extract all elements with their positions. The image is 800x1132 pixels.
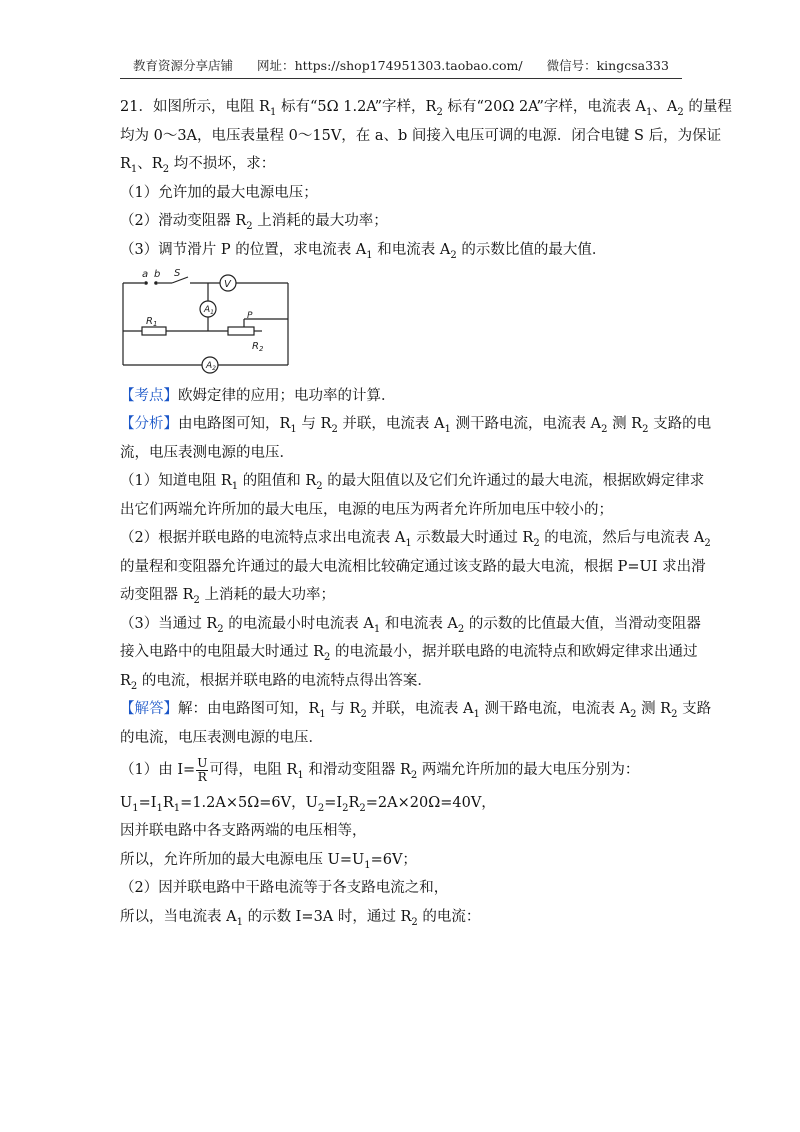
text: 并联，电流表 A <box>337 416 445 432</box>
text: 的示数比值的最大值． <box>456 241 607 258</box>
label-a1: $A_1$ <box>204 304 214 316</box>
terminal-a <box>144 281 148 285</box>
kaodian-tag: 【考点】 <box>120 387 178 404</box>
text: 标有“5Ω 1.2A”字样，R <box>276 99 437 115</box>
jieda-tag: 【解答】 <box>120 701 178 717</box>
fenxi-p3-line-1: （3）当通过 $R_2$ 的电流最小时电流表 $A_1$ 和电流表 $A_2$ 的示数的比值最大值，当滑动变阻器 <box>120 615 701 635</box>
denominator: R <box>197 769 207 784</box>
text: 所以，当电流表 A <box>120 908 237 925</box>
label-a: a <box>142 268 149 280</box>
site-url: https://shop174951303.taobao.com/ <box>294 58 523 73</box>
text: 测 R <box>636 701 672 717</box>
shop-name: 教育资源分享店铺 <box>133 58 234 73</box>
text: 和电流表 A <box>372 241 451 258</box>
text: 动变阻器 R <box>120 587 194 603</box>
wechat-id: kingcsa333 <box>596 58 669 73</box>
text: （2）根据并联电路的电流特点求出电流表 A <box>120 530 406 546</box>
question-line-1: 21．如图所示，电阻 $R_1$ 标有“5Ω 1.2A”字样，$R_2$ 标有“20Ω 2A”字样，电流表 $A_1$、$A_2$ 的量程 <box>120 99 732 118</box>
circuit-diagram <box>120 267 300 375</box>
fenxi-p2-line-3: 动变阻器 $R_2$ 上消耗的最大功率； <box>120 587 336 606</box>
label-r1: $R_1$ <box>146 315 158 328</box>
text: 的示数 I=3A 时，通过 R <box>242 908 412 925</box>
text: R <box>120 672 131 689</box>
question-part-3: （3）调节滑片 P 的位置，求电流表 $A_1$ 和电流表 $A_2$ 的示数比值的最大值． <box>120 241 607 261</box>
label-s: S <box>174 267 181 279</box>
text: 、A <box>652 99 678 115</box>
jieda-equation-1: $U_1=I_1R_1=1.2A\times 5\Omega=6V$，$U_2=I_2R_2=2A\times 20\Omega=40V$， <box>120 794 496 814</box>
text: 由电路图可知，R <box>178 416 291 432</box>
label-a2: $A_2$ <box>206 360 216 372</box>
text: =1.2A×5Ω=6V，U <box>180 794 318 811</box>
page-header <box>120 56 682 79</box>
text: 和滑动变阻器 R <box>303 762 411 778</box>
text: 并联，电流表 A <box>366 701 474 717</box>
label-b: b <box>154 268 161 280</box>
text: 的电流，根据并联电路的电流特点得出答案． <box>137 672 432 689</box>
question-part-2: （2）滑动变阻器 $R_2$ 上消耗的最大功率； <box>120 213 388 232</box>
jieda-line-4: 所以，允许所加的最大电源电压 $U=U_1=6V$； <box>120 851 417 871</box>
text: （3）当通过 R <box>120 615 218 632</box>
kaodian-line <box>120 385 690 407</box>
text: （1）知道电阻 R <box>120 473 232 489</box>
text: 的电流最小时电流表 A <box>223 615 374 632</box>
text: 欧姆定律的应用；电功率的计算． <box>178 387 396 404</box>
rheostat-r2 <box>228 327 254 335</box>
jieda-line-2: 的电流，电压表测电源的电压． <box>120 729 323 746</box>
question-line-3: $R_1$、$R_2$ 均不损坏，求： <box>120 156 276 175</box>
text: 和电流表 A <box>380 615 458 632</box>
text: 的电流最小，据并联电路的电流特点和欧姆定律求出通过 <box>330 644 698 660</box>
text: （3）调节滑片 P 的位置，求电流表 A <box>120 241 367 258</box>
text: 上消耗的最大功率； <box>199 587 336 603</box>
jieda-line-1: 【解答】解：由电路图可知，$R_1$ 与 $R_2$ 并联，电流表 $A_1$ 测干路电流，电流表 $A_2$ 测 $R_2$ 支路 <box>120 701 712 720</box>
text: =2A×20Ω=40V， <box>365 794 496 811</box>
text: 测干路电流，电流表 A <box>479 701 631 717</box>
text: 与 R <box>325 701 361 717</box>
fenxi-tag: 【分析】 <box>120 416 178 432</box>
fenxi-p2-line-2: 的量程和变阻器允许通过的最大电流相比较确定通过该支路的最大电流，根据 P=UI 求出滑 <box>120 558 706 575</box>
text: 、R <box>137 156 163 172</box>
text: （2）滑动变阻器 R <box>120 213 247 229</box>
text: 解：由电路图可知，R <box>178 701 320 717</box>
circuit-svg <box>120 267 300 375</box>
wechat-label: 微信号： <box>546 58 597 73</box>
jieda-step-2: （2）因并联电路中干路电流等于各支路电流之和， <box>120 880 449 896</box>
jieda-line-3: 因并联电路中各支路两端的电压相等， <box>120 823 367 839</box>
wechat-info <box>547 58 669 73</box>
text: 的最大阻值以及它们允许通过的最大电流，根据欧姆定律求 <box>322 473 705 489</box>
jieda-step-1: （1）由 I= $\frac{U}{R}$ 可得，电阻 $R_1$ 和滑动变阻器 $R_2$ 两端允许所加的最大电压分别为： <box>120 755 640 784</box>
text: 示数最大时通过 R <box>411 530 534 546</box>
text: （1）由 I= <box>120 762 196 778</box>
text: 测 R <box>607 416 643 432</box>
jieda-line-5: 所以，当电流表 $A_1$ 的示数 I=3A 时，通过 $R_2$ 的电流： <box>120 908 481 928</box>
label-v: V <box>224 278 231 290</box>
text: 上消耗的最大功率； <box>252 213 388 229</box>
document-body <box>120 96 732 928</box>
label-p: P <box>247 310 253 321</box>
text: R <box>120 156 131 172</box>
text: 与 R <box>296 416 332 432</box>
text: 的示数的比值最大值，当滑动变阻器 <box>464 615 701 632</box>
fenxi-p1-line-2: 出它们两端允许所加的最大电压，电源的电压为两者允许所加电压中较小的； <box>120 501 613 518</box>
terminal-b <box>154 281 158 285</box>
text: 接入电路中的电阻最大时通过 R <box>120 644 325 660</box>
text: 的阻值和 R <box>238 473 317 489</box>
text: 标有“20Ω 2A”字样，电流表 A <box>442 99 647 115</box>
fenxi-p1-line-1: （1）知道电阻 $R_1$ 的阻值和 $R_2$ 的最大阻值以及它们允许通过的最大电流，根据欧姆定律求 <box>120 473 705 492</box>
fraction-u-over-r <box>196 757 208 784</box>
text: 的电流，然后与电流表 A <box>539 530 705 546</box>
text: 测干路电流，电流表 A <box>450 416 602 432</box>
fenxi-p2-line-1: （2）根据并联电路的电流特点求出电流表 $A_1$ 示数最大时通过 $R_2$ 的电流，然后与电流表 $A_2$ <box>120 530 711 549</box>
site-info <box>257 58 523 73</box>
text: =I <box>138 794 157 811</box>
question-part-1: （1）允许加的最大电源电压； <box>120 184 318 201</box>
text: 21．如图所示，电阻 R <box>120 99 270 115</box>
text: R <box>348 794 360 811</box>
text: 的量程 <box>683 99 732 115</box>
text: =6V； <box>370 851 417 868</box>
numerator: U <box>197 755 208 770</box>
fenxi-line-1: 【分析】由电路图可知，$R_1$ 与 $R_2$ 并联，电流表 $A_1$ 测干路电流，电流表 $A_2$ 测 $R_2$ 支路的电 <box>120 416 712 435</box>
fenxi-p3-line-3: $R_2$ 的电流，根据并联电路的电流特点得出答案． <box>120 672 432 692</box>
fenxi-p3-line-2: 接入电路中的电阻最大时通过 $R_2$ 的电流最小，据并联电路的电流特点和欧姆定律求出通过 <box>120 644 698 663</box>
text: U <box>120 794 133 811</box>
resistor-r1 <box>142 327 166 335</box>
text: 均不损坏，求： <box>169 156 276 172</box>
text: R <box>162 794 174 811</box>
text: =I <box>324 794 343 811</box>
text: 的电流： <box>417 908 481 925</box>
text: 可得，电阻 R <box>209 762 298 778</box>
text: 两端允许所加的最大电压分别为： <box>417 762 640 778</box>
text: 支路的电 <box>648 416 712 432</box>
site-label: 网址： <box>257 58 295 73</box>
text: 所以，允许所加的最大电源电压 U=U <box>120 851 365 868</box>
text: 支路 <box>677 701 712 717</box>
label-r2: $R_2$ <box>252 340 264 353</box>
fenxi-line-2: 流，电压表测电源的电压． <box>120 444 294 461</box>
question-line-2: 均为 0～3A，电压表量程 0～15V，在 a、b 间接入电压可调的电源．闭合电键 S 后，为保证 <box>120 127 722 144</box>
